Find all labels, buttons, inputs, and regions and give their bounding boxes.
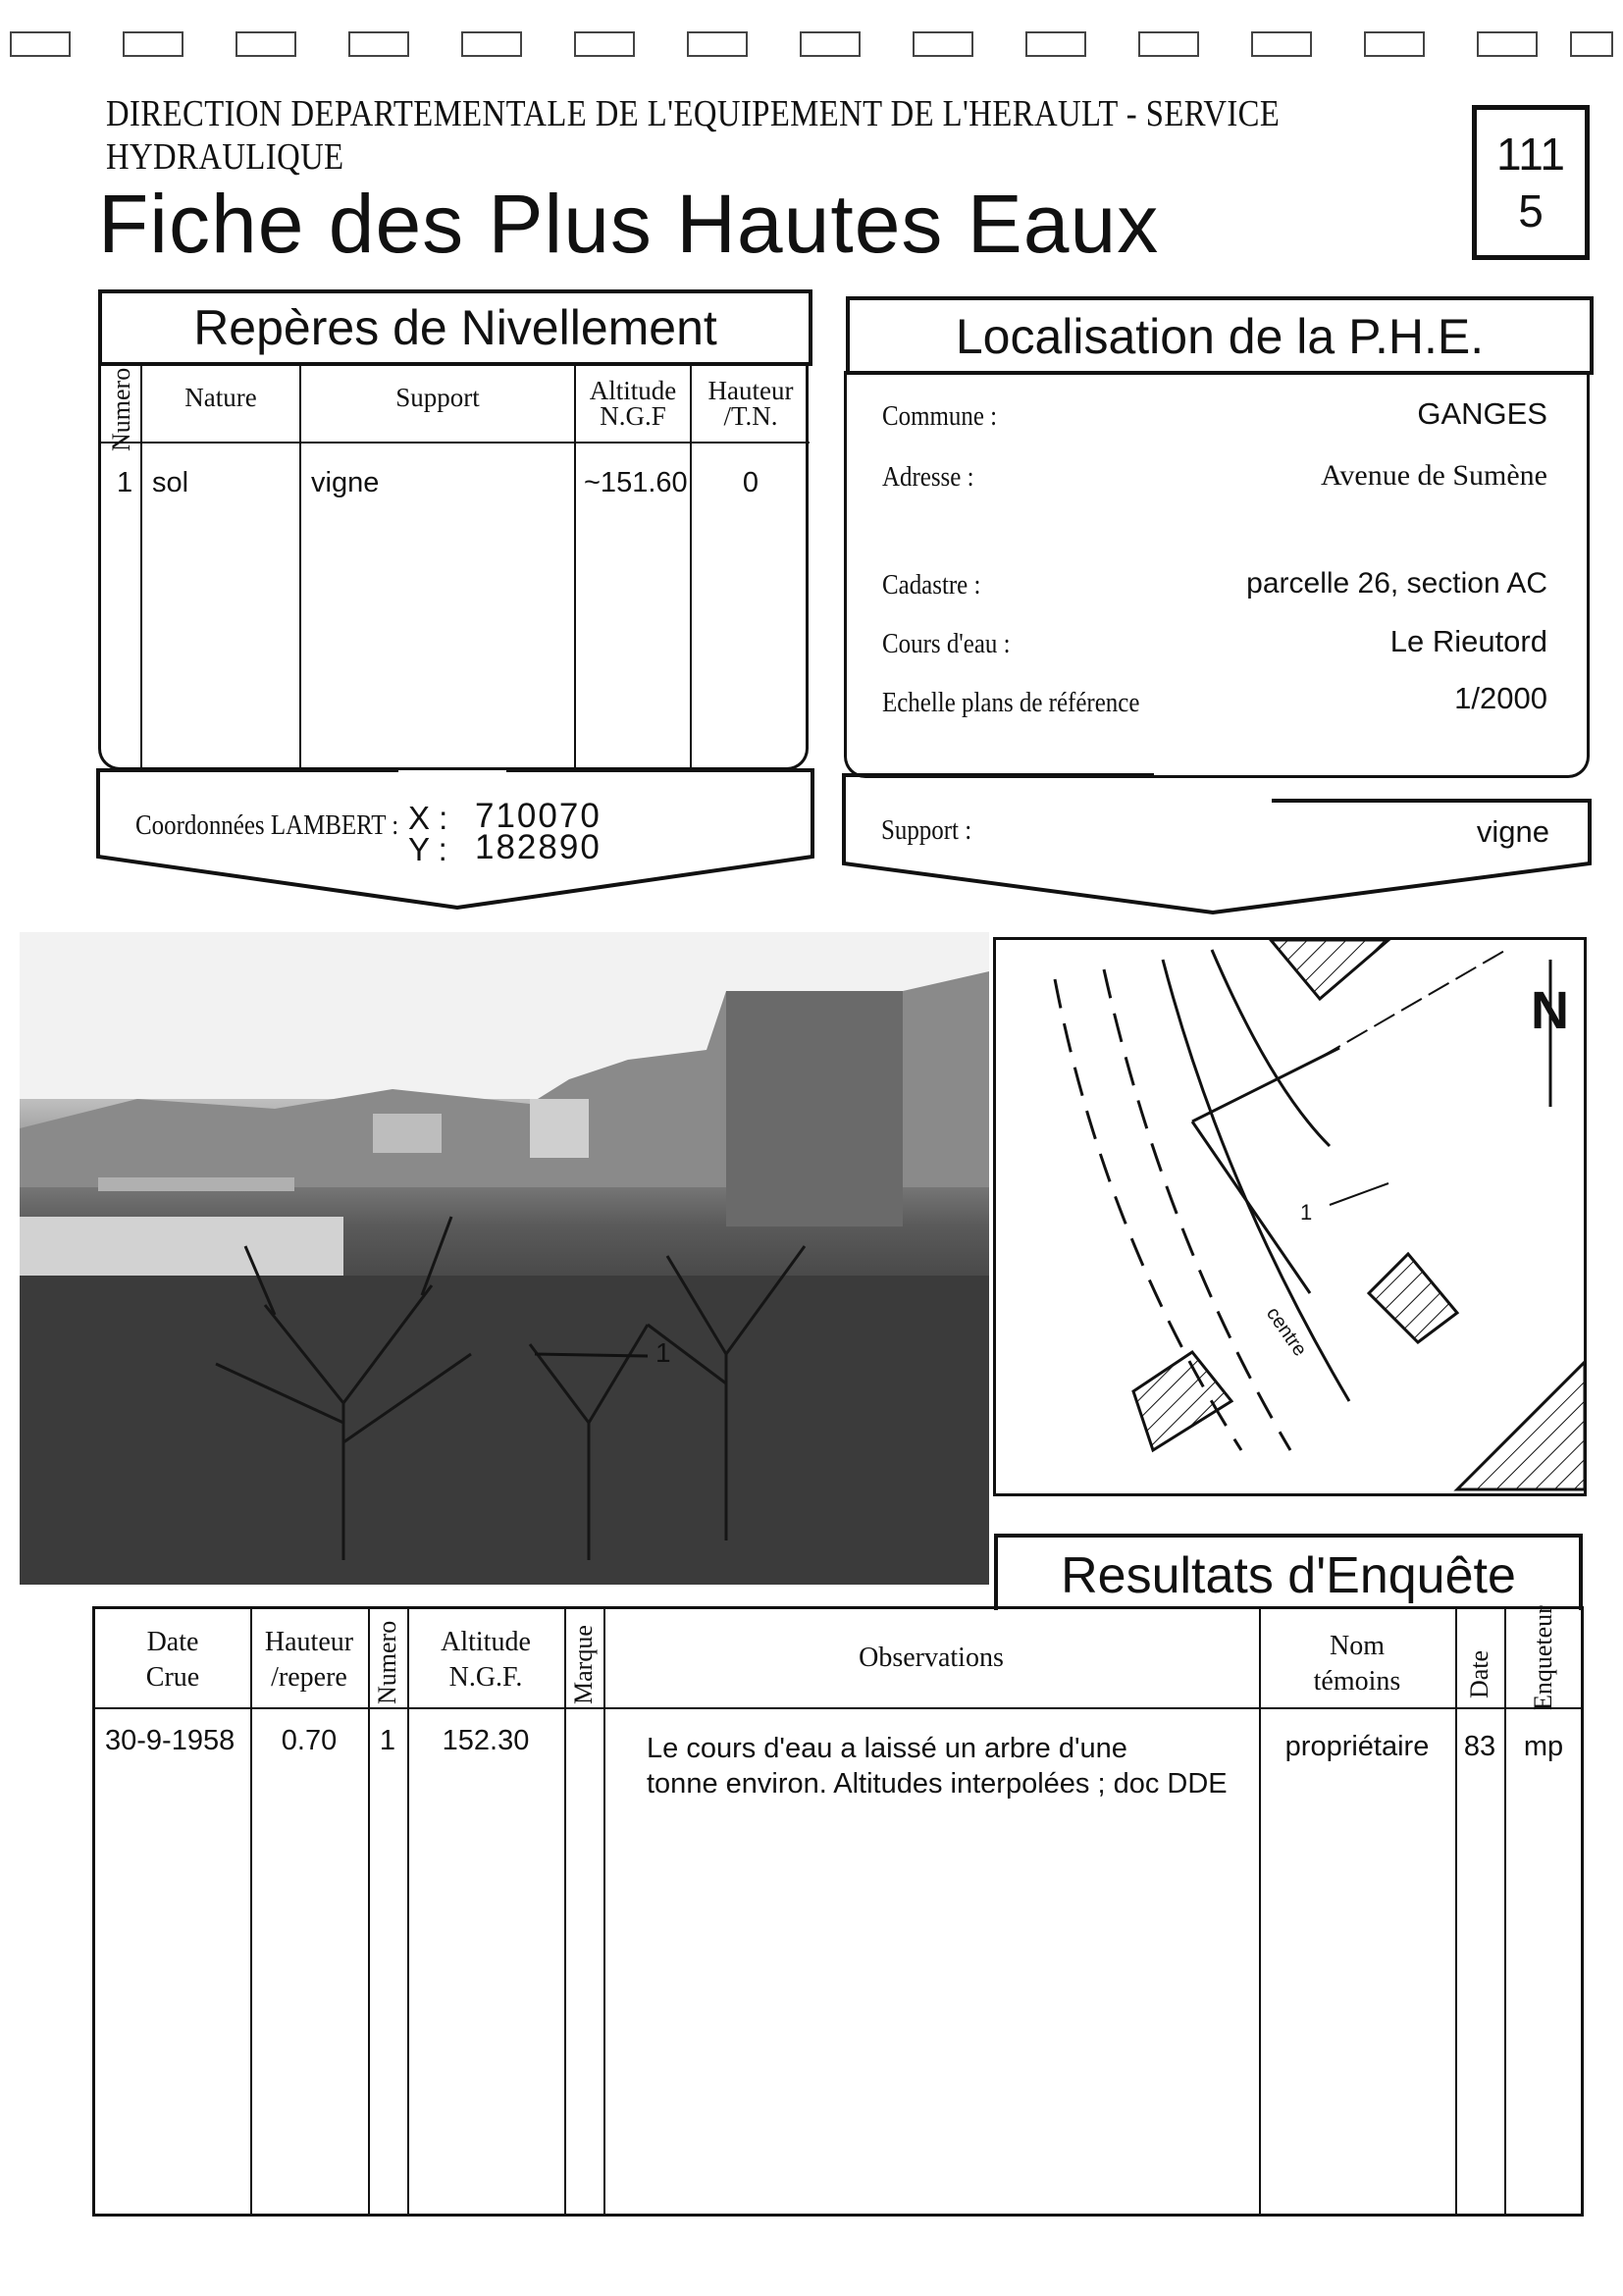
col-nom-line1: Nom [1330, 1631, 1385, 1661]
punch-hole [1570, 31, 1613, 57]
cadastre-label: Cadastre : [882, 569, 981, 600]
punch-hole [10, 31, 71, 57]
col-date-crue [95, 1625, 250, 1696]
reperes-row-hauteur: 0 [742, 467, 759, 498]
col-nom-temoins [1259, 1629, 1455, 1699]
lambert-x-label: X : [408, 800, 448, 836]
sheet-number-top: 111 [1496, 129, 1565, 180]
res-row-observations [647, 1731, 1228, 1801]
commune-value: GANGES [1417, 396, 1547, 431]
col-nature: Nature [184, 383, 257, 412]
resultats-table [92, 1606, 1584, 2217]
punch-hole [800, 31, 861, 57]
punch-hole [1138, 31, 1199, 57]
page-title: Fiche des Plus Hautes Eaux [98, 178, 1160, 270]
col-support: Support [395, 383, 480, 412]
col-hauteur-repere [250, 1625, 368, 1696]
punch-hole [687, 31, 748, 57]
reperes-table [98, 363, 809, 770]
col-numero: Numero [107, 367, 135, 451]
lambert-labels [408, 800, 448, 867]
col-hauteur [692, 378, 810, 429]
res-row-observations-line1: Le cours d'eau a laissé un arbre d'une [647, 1733, 1127, 1764]
sheet-number-box [1472, 105, 1590, 260]
col-altitude-line1: Altitude [441, 1627, 531, 1657]
commune-label: Commune : [882, 400, 998, 432]
lambert-y-value: 182890 [475, 828, 602, 866]
photo-marker-line [535, 1354, 648, 1356]
map-marker-label: 1 [1300, 1200, 1313, 1225]
col-hauteur-line2: /T.N. [723, 401, 778, 431]
punch-hole [1477, 31, 1538, 57]
support-value: vigne [1476, 814, 1549, 849]
col-date: Date [1465, 1649, 1493, 1698]
res-row-enqueteur: mp [1523, 1731, 1564, 1762]
res-row-observations-line2: tonne environ. Altitudes interpolées ; doc DDE [647, 1768, 1228, 1800]
echelle-value: 1/2000 [1454, 681, 1547, 715]
localisation-title: Localisation de la P.H.E. [846, 296, 1594, 375]
location-map [993, 937, 1587, 1496]
cours-value: Le Rieutord [1389, 624, 1547, 658]
col-altitude [576, 378, 690, 429]
site-photo [20, 932, 989, 1585]
lambert-label: Coordonnées LAMBERT : [135, 809, 399, 841]
col-altitude-line2: N.G.F [600, 401, 666, 431]
echelle-label: Echelle plans de référence [882, 687, 1140, 718]
punch-hole [123, 31, 183, 57]
agency-header: DIRECTION DEPARTEMENTALE DE L'EQUIPEMENT DE L'HERAULT - SERVICE HYDRAULIQUE [106, 93, 1281, 178]
reperes-row-nature: sol [152, 467, 189, 498]
col-altitude [407, 1625, 564, 1696]
res-row-date: 83 [1463, 1731, 1496, 1762]
reperes-row-altitude: ~151.60 [584, 467, 688, 498]
res-row-hauteur: 0.70 [281, 1725, 338, 1756]
adresse-label: Adresse : [882, 461, 974, 493]
col-hauteur-line1: Hauteur [264, 1627, 354, 1657]
col-marque: Marque [569, 1625, 598, 1704]
resultats-title: Resultats d'Enquête [994, 1534, 1583, 1610]
res-row-date-crue: 30-9-1958 [105, 1725, 236, 1756]
col-date-crue-line1: Date [146, 1627, 199, 1657]
col-altitude-line2: N.G.F. [448, 1662, 523, 1693]
north-arrow-label: N [1531, 981, 1569, 1040]
cours-label: Cours d'eau : [882, 628, 1011, 659]
reperes-row-support: vigne [311, 467, 380, 498]
lambert-values [475, 797, 602, 866]
punch-hole [913, 31, 973, 57]
res-row-numero: 1 [379, 1725, 396, 1756]
col-observations: Observations [859, 1643, 1004, 1673]
col-hauteur-line1: Hauteur [707, 376, 794, 405]
lambert-y-label: Y : [408, 831, 447, 867]
photo-marker-label: 1 [655, 1337, 671, 1368]
reperes-row-numero: 1 [117, 467, 133, 498]
map-marker-line [1330, 1183, 1388, 1205]
punch-hole [1251, 31, 1312, 57]
col-enqueteur: Enqueteur [1529, 1605, 1557, 1710]
col-hauteur-line2: /repere [271, 1662, 347, 1693]
col-altitude-line1: Altitude [589, 376, 677, 405]
location-map-drawing [996, 940, 1585, 1494]
res-row-altitude: 152.30 [442, 1725, 530, 1756]
adresse-value: Avenue de Sumène [1320, 459, 1547, 492]
punch-hole [1025, 31, 1086, 57]
map-centre-label: centre [1261, 1303, 1311, 1361]
punch-hole [1364, 31, 1425, 57]
lambert-x-value: 710070 [475, 797, 602, 835]
punch-hole [574, 31, 635, 57]
support-label: Support : [881, 814, 972, 846]
punch-hole [461, 31, 522, 57]
col-nom-line2: témoins [1313, 1666, 1401, 1696]
col-date-crue-line2: Crue [145, 1662, 200, 1693]
punch-hole [236, 31, 296, 57]
res-row-nom-temoins: propriétaire [1284, 1731, 1430, 1762]
col-numero: Numero [373, 1620, 401, 1704]
reperes-title: Repères de Nivellement [98, 289, 812, 366]
localisation-panel [844, 371, 1590, 778]
punch-hole [348, 31, 409, 57]
cadastre-value: parcelle 26, section AC [1246, 567, 1547, 600]
site-photo-drawing [20, 932, 989, 1585]
sheet-number-bottom: 5 [1518, 185, 1544, 236]
